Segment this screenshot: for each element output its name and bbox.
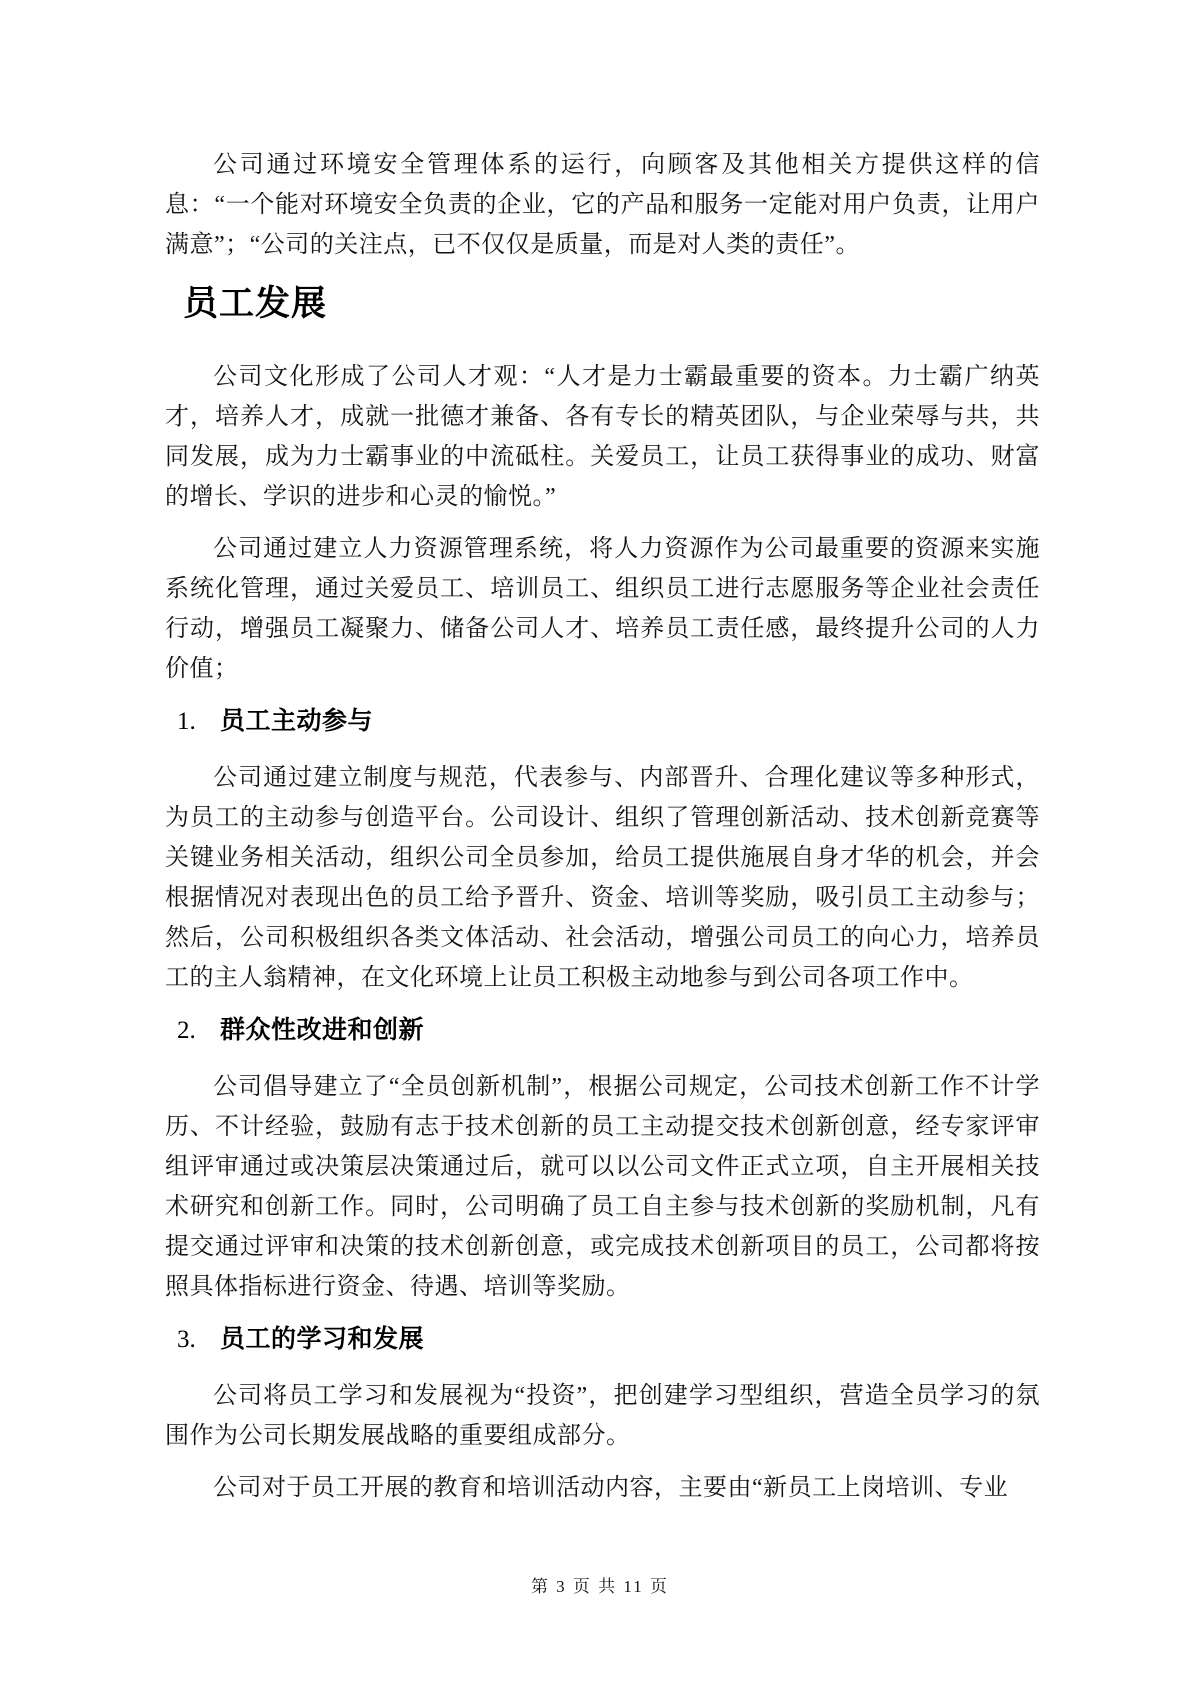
section-3-paragraph-2: 公司对于员工开展的教育和培训活动内容，主要由“新员工上岗培训、专业 xyxy=(213,1475,1009,1501)
section-1-title: 员工主动参与 xyxy=(220,707,374,735)
page-footer: 第 3 页 共 11 页 xyxy=(530,1577,670,1596)
section-3-heading xyxy=(177,1321,1040,1358)
section-3-number: 3. xyxy=(177,1326,196,1353)
section-2-heading xyxy=(177,1012,1040,1049)
talent-view-paragraph: 公司文化形成了公司人才观：“人才是力士霸最重要的资本。力士霸广纳英才，培养人才，成就一批德才兼备、各有专长的精英团队，与企业荣辱与共，共同发展，成为力士霸事业的中流砥柱。关爱员工，让员工获得事业的成功、财富的增长、学识的进步和心灵的愉悦。” xyxy=(165,364,1040,510)
section-2-number: 2. xyxy=(177,1017,196,1044)
section-1-heading xyxy=(177,703,1040,740)
section-1-paragraph: 公司通过建立制度与规范，代表参与、内部晋升、合理化建议等多种形式，为员工的主动参与创造平台。公司设计、组织了管理创新活动、技术创新竞赛等关键业务相关活动，组织公司全员参加，给员工提供施展自身才华的机会，并会根据情况对表现出色的员工给予晋升、资金、培训等奖励，吸引员工主动参与；然后，公司积极组织各类文体活动、社会活动，增强公司员工的向心力，培养员工的主人翁精神，在文化环境上让员工积极主动地参与到公司各项工作中。 xyxy=(165,765,1040,991)
main-heading: 员工发展 xyxy=(183,284,328,323)
section-3-paragraph-1: 公司将员工学习和发展视为“投资”，把创建学习型组织，营造全员学习的氛围作为公司长期发展战略的重要组成部分。 xyxy=(165,1383,1040,1449)
section-1-number: 1. xyxy=(177,708,196,735)
section-2-title: 群众性改进和创新 xyxy=(220,1016,425,1044)
section-2-paragraph: 公司倡导建立了“全员创新机制”，根据公司规定，公司技术创新工作不计学历、不计经验，鼓励有志于技术创新的员工主动提交技术创新创意，经专家评审组评审通过或决策层决策通过后，就可以以公司文件正式立项，自主开展相关技术研究和创新工作。同时，公司明确了员工自主参与技术创新的奖励机制，凡有提交通过评审和决策的技术创新创意，或完成技术创新项目的员工，公司都将按照具体指标进行资金、待遇、培训等奖励。 xyxy=(165,1074,1040,1300)
hr-system-paragraph: 公司通过建立人力资源管理系统，将人力资源作为公司最重要的资源来实施系统化管理，通过关爱员工、培训员工、组织员工进行志愿服务等企业社会责任行动，增强员工凝聚力、储备公司人才、培养员工责任感，最终提升公司的人力价值； xyxy=(165,536,1040,682)
intro-paragraph: 公司通过环境安全管理体系的运行，向顾客及其他相关方提供这样的信息：“一个能对环境安全负责的企业，它的产品和服务一定能对用户负责，让用户满意”；“公司的关注点，已不仅仅是质量，而是对人类的责任”。 xyxy=(165,152,1040,258)
section-3-title: 员工的学习和发展 xyxy=(220,1325,425,1353)
